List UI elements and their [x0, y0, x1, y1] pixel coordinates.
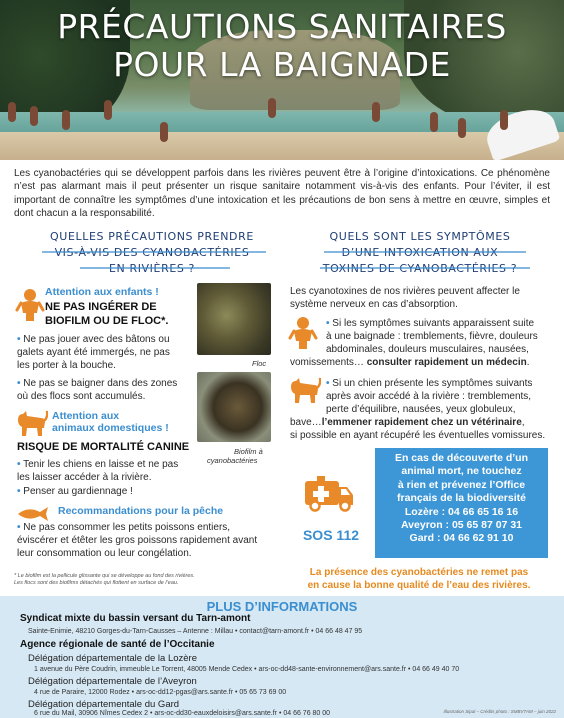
list-item: [17, 458, 178, 471]
list-item: les laisser accéder à la rivière.: [17, 472, 152, 483]
heading-line: D’UNE INTOXICATION AUX: [341, 246, 499, 259]
box-line: français de la biodiversité: [397, 492, 526, 505]
floc-caption: Floc: [252, 359, 267, 368]
phone-aveyron[interactable]: Aveyron : 05 65 87 07 31: [400, 519, 523, 532]
heading-line: QUELLES PRÉCAUTIONS PRENDRE: [50, 230, 254, 243]
dog-symptoms: perte d’équilibre, nausées, yeux globuleux,: [326, 404, 516, 415]
dog-symptoms: si possible en ayant récupéré les éventuelles vomissures.: [290, 430, 546, 441]
header-photo: [0, 0, 564, 160]
children-warning: NE PAS INGÉRER DE: [45, 301, 157, 313]
water-quality-note: [288, 566, 550, 592]
animals-title: animaux domestiques !: [52, 422, 169, 434]
biofilm-caption: Biofilm à: [234, 447, 263, 456]
delegation-name: Délégation départementale du Gard: [28, 699, 180, 710]
heading-underline: [40, 236, 270, 276]
bather: [8, 102, 16, 122]
list-item: [17, 377, 177, 390]
list-text: bave…: [290, 417, 322, 428]
footnote-line: Les flocs sont des biofilms détachés qui flottent en surface de l’eau.: [14, 580, 179, 586]
dog-symptoms: [290, 416, 525, 429]
ofb-alert-box: [375, 448, 548, 558]
title-line: POUR LA BAIGNADE: [113, 45, 451, 84]
fishing-title: Recommandations pour la pêche: [58, 505, 224, 517]
animals-title: Attention aux: [52, 410, 120, 422]
box-line: animal mort, ne touchez: [401, 465, 522, 478]
symptoms-intro: Les cyanotoxines de nos rivières peuvent affecter le: [290, 286, 520, 297]
biofilm-photo: [197, 372, 271, 442]
org-address: Sainte-Enimie, 48210 Gorges-du-Tarn-Causses – Antenne : Millau • contact@tarn-amont.fr • 04 66 48 47 95: [28, 628, 363, 635]
ambulance-icon: [303, 473, 355, 513]
title-line: PRÉCAUTIONS SANITAIRES: [57, 7, 507, 46]
bather: [372, 102, 380, 122]
org-name: Agence régionale de santé de l’Occitanie: [20, 639, 215, 650]
heading-underline: [310, 236, 540, 276]
delegation-name: Délégation départementale de l’Aveyron: [28, 676, 197, 687]
doctor-advice: consulter rapidement un médecin: [366, 357, 527, 368]
bullet: •: [326, 318, 330, 329]
photo-credit: Illustration Sipal – Crédits photo : SMBVTAM – juin 2022: [443, 709, 556, 714]
bather: [30, 106, 38, 126]
heading-line: TOXINES DE CYANOBACTÉRIES ?: [322, 262, 518, 275]
human-symptoms: [326, 317, 534, 330]
delegation-address: 6 rue du Mail, 30906 Nîmes Cedex 2 • ars-oc-dd30-eauxdeloisirs@ars.sante.fr • 04 66 76 80 00: [34, 710, 331, 717]
biofilm-caption: cyanobactéries: [207, 456, 258, 465]
footnote: [14, 573, 234, 587]
human-symptoms: [290, 356, 530, 369]
bather: [62, 110, 70, 130]
fish-icon: [16, 506, 50, 522]
bather: [160, 122, 168, 142]
delegation-name: Délégation départementale de la Lozère: [28, 653, 198, 664]
bullet: •: [326, 378, 330, 389]
heading-line: QUELS SONT LES SYMPTÔMES: [329, 230, 511, 243]
bullet: •: [17, 459, 21, 470]
list-text: Si un chien présente les symptômes suivants: [332, 378, 533, 389]
box-line: à rien et prévenez l’Office: [397, 478, 526, 491]
heading-line: VIS-À-VIS DES CYANOBACTÉRIES: [54, 246, 250, 259]
footnote-line: * Le biofilm est la pellicule glissante qui se développe au fond des rivières.: [14, 573, 195, 579]
canine-warning: RISQUE DE MORTALITÉ CANINE: [17, 441, 190, 453]
dog-symptoms: [326, 377, 532, 390]
footer-title: PLUS D’INFORMATIONS: [206, 599, 358, 614]
list-item: [17, 485, 133, 498]
list-item: [17, 333, 170, 346]
list-item: [17, 521, 230, 534]
human-symptoms: à une baignade : tremblements, fièvre, douleurs: [326, 331, 538, 342]
bullet: •: [17, 522, 21, 533]
note-line: en cause la bonne qualité de l’eau des rivières.: [307, 580, 531, 591]
bullet: •: [17, 486, 21, 497]
list-item: où des flocs sont accumulés.: [17, 391, 146, 402]
list-item: leur consommation ou leur congélation.: [17, 548, 192, 559]
list-text: Penser au gardiennage !: [23, 486, 133, 497]
phone-gard[interactable]: Gard : 04 66 62 91 10: [409, 532, 514, 545]
children-title: Attention aux enfants !: [45, 286, 159, 298]
list-text: Ne pas consommer les petits poissons entiers,: [23, 522, 231, 533]
delegation-address: 1 avenue du Père Coudrin, immeuble Le Torrent, 48005 Mende Cedex • ars-oc-dd48-sante-environnement@ars.sante.fr • 04 66 49 40 70: [34, 666, 460, 673]
list-text: Tenir les chiens en laisse et ne pas: [23, 459, 179, 470]
box-line: En cas de découverte d’un: [394, 452, 529, 464]
page-title: [0, 8, 564, 84]
floc-photo: [197, 283, 271, 355]
symptoms-intro: système nerveux en cas d’absorption.: [290, 299, 458, 310]
bather: [104, 100, 112, 120]
child-icon: [15, 288, 45, 322]
bather: [500, 110, 508, 130]
beach: [0, 132, 564, 160]
children-warning: BIOFILM OU DE FLOC*.: [45, 315, 169, 327]
dog-icon: [287, 375, 321, 405]
list-item: les porter à la bouche.: [17, 360, 116, 371]
list-text: Ne pas se baigner dans des zones: [23, 378, 178, 389]
dog-symptoms: après avoir accédé à la rivière : tremblements,: [326, 391, 532, 402]
comma: ,: [521, 417, 525, 428]
bullet: •: [17, 378, 21, 389]
list-text: Si les symptômes suivants apparaissent suite: [332, 318, 535, 329]
bather: [458, 118, 466, 138]
bullet: •: [17, 334, 21, 345]
delegation-address: 4 rue de Paraire, 12000 Rodez • ars-oc-dd12-pgas@ars.sante.fr • 05 65 73 69 00: [34, 689, 287, 696]
footer-info: [0, 596, 564, 718]
dog-icon: [14, 408, 48, 438]
heading-line: EN RIVIÈRES ?: [109, 262, 195, 275]
bather: [268, 98, 276, 118]
list-text: Ne pas jouer avec des bâtons ou: [23, 334, 170, 345]
vet-advice: l’emmener rapidement chez un vétérinaire: [321, 417, 522, 428]
phone-lozere[interactable]: Lozère : 04 66 65 16 16: [404, 505, 519, 518]
org-name: Syndicat mixte du bassin versant du Tarn-amont: [20, 613, 251, 624]
list-item: éviscérer et étêter les gros poissons rapidement avant: [17, 535, 258, 546]
child-icon: [288, 316, 318, 350]
note-line: La présence des cyanobactéries ne remet pas: [309, 567, 529, 578]
list-item: galets ayant été immergés, ne pas: [17, 347, 170, 358]
sos-number: SOS 112: [302, 527, 360, 543]
intro-paragraph: Les cyanobactéries qui se développent parfois dans les rivières peuvent être à l’origine d’intoxications. Ce phénomène n’est pas alarmant mais il peut présenter un risque sanitaire notamment vis-à-vis des enfants. Pour l’éviter, il est important de connaître les symptômes d’une intoxication et les précautions de bon sens à mettre en œuvre, simples et dont chacun a la responsabilité.: [14, 168, 550, 220]
period: .: [526, 357, 530, 368]
list-text: vomissements…: [290, 357, 364, 368]
human-symptoms: abdominales, douleurs musculaires, nausées,: [326, 344, 529, 355]
bather: [430, 112, 438, 132]
